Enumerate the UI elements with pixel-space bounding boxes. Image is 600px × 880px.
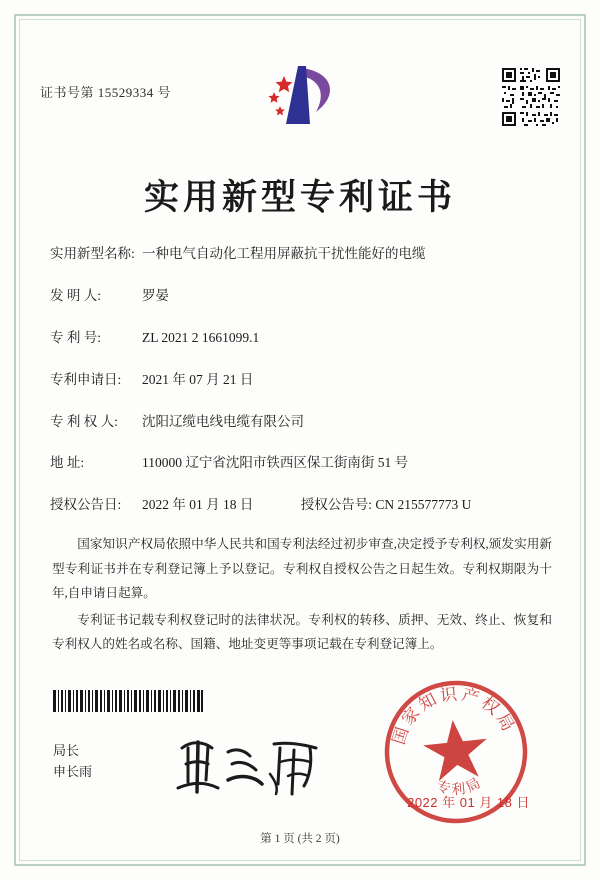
corner-ornament-top-left bbox=[14, 14, 40, 40]
legal-paragraph-1: 国家知识产权局依照中华人民共和国专利法经过初步审查,决定授予专利权,颁发实用新型专利证书并在专利登记簿上予以登记。专利权自授权公告之日起生效。专利权期限为十年,自申请日起算。 bbox=[52, 537, 552, 601]
field-value: CN 215577773 U bbox=[375, 497, 472, 513]
certificate-number: 证书号第 15529334 号 bbox=[40, 85, 172, 100]
legal-text bbox=[52, 532, 552, 659]
field-value: 一种电气自动化工程用屏蔽抗干扰性能好的电缆 bbox=[142, 246, 426, 261]
field-row-grant-announcement bbox=[50, 496, 560, 515]
grant-announcement-number-group bbox=[301, 496, 472, 515]
field-value: ZL 2021 2 1661099.1 bbox=[142, 329, 260, 345]
page-title: 实用新型专利证书 bbox=[143, 178, 456, 217]
field-label: 实用新型名称: bbox=[50, 246, 135, 261]
field-row-inventor bbox=[50, 287, 560, 306]
barcode-icon bbox=[53, 690, 203, 712]
seal-bottom-text: 专利局 bbox=[434, 774, 486, 799]
field-row-utility-model-name bbox=[50, 245, 560, 264]
corner-ornament-top-right bbox=[560, 14, 586, 40]
corner-ornament-bottom-right bbox=[560, 840, 586, 866]
field-value: 罗晏 bbox=[142, 287, 169, 303]
qr-code-icon bbox=[502, 68, 560, 126]
field-row-address bbox=[50, 454, 560, 473]
director-name: 申长雨 bbox=[53, 764, 93, 780]
cnipa-logo-icon bbox=[240, 60, 360, 140]
page-footer: 第 1 页 (共 2 页) bbox=[260, 833, 340, 845]
field-label: 专 利 权 人: bbox=[50, 413, 118, 429]
field-label: 发 明 人: bbox=[50, 287, 102, 303]
field-label: 授权公告号: bbox=[300, 497, 373, 513]
field-value: 2021 年 07 月 21 日 bbox=[142, 371, 254, 387]
field-list bbox=[50, 245, 560, 538]
field-value: 2022 年 01 月 18 日 bbox=[142, 497, 254, 513]
field-row-patentee bbox=[50, 413, 560, 432]
seal-top-text: 国家知识产权局 bbox=[389, 684, 520, 747]
signature-block bbox=[53, 740, 92, 783]
director-label: 局长 bbox=[53, 743, 80, 758]
field-label: 专利申请日: bbox=[50, 371, 122, 387]
field-label: 授权公告日: bbox=[50, 497, 122, 513]
field-label: 地 址: bbox=[50, 455, 85, 471]
handwritten-signature-icon bbox=[170, 730, 340, 800]
corner-ornament-bottom-left bbox=[14, 840, 40, 866]
field-row-application-date bbox=[50, 371, 560, 390]
field-row-patent-number bbox=[50, 329, 560, 348]
field-value: 110000 辽宁省沈阳市铁西区保工街南街 51 号 bbox=[142, 455, 409, 471]
field-label: 专 利 号: bbox=[50, 329, 102, 345]
seal-date: 2022 年 01 月 18 日 bbox=[407, 795, 530, 810]
field-value: 沈阳辽缆电线电缆有限公司 bbox=[142, 413, 304, 429]
legal-paragraph-2: 专利证书记载专利权登记时的法律状况。专利权的转移、质押、无效、终止、恢复和专利权人的姓名或名称、国籍、地址变更等事项记载在专利登记簿上。 bbox=[52, 612, 552, 652]
certificate-content bbox=[40, 40, 560, 845]
